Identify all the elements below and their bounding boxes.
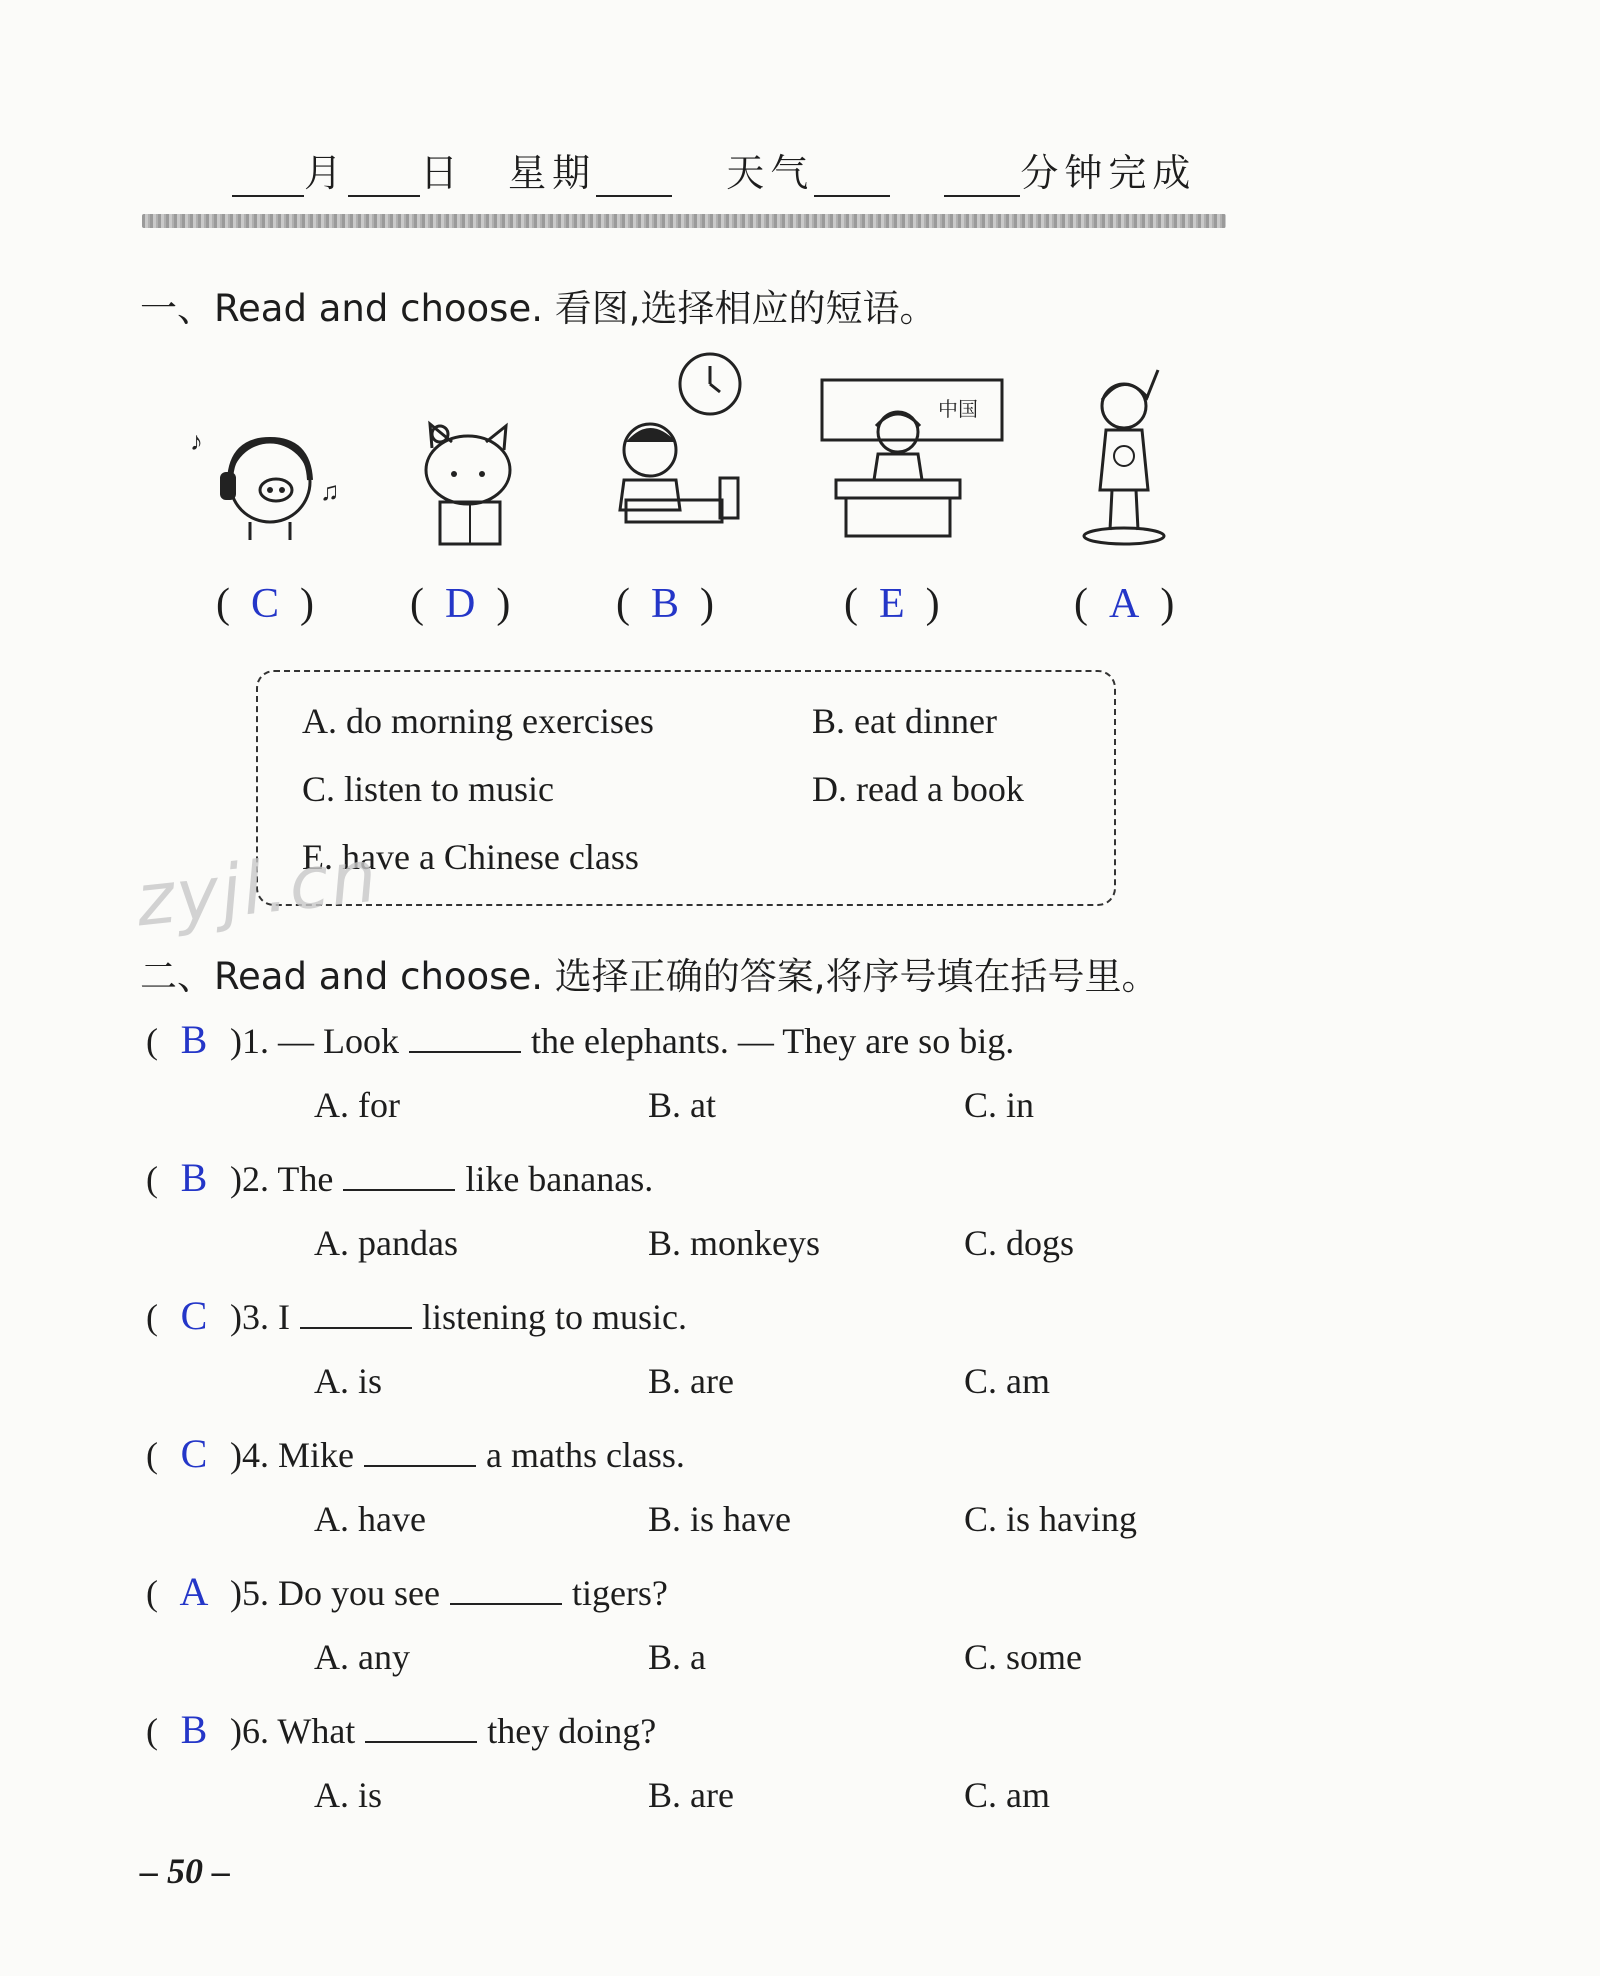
choice-a[interactable]: A. have xyxy=(314,1499,426,1539)
picture-answer-1: ( C ) xyxy=(216,581,315,627)
picture-answer-4: ( E ) xyxy=(844,581,940,627)
option-a: A. do morning exercises xyxy=(302,701,654,741)
answer-blank[interactable] xyxy=(365,1711,477,1743)
svg-text:♪: ♪ xyxy=(190,427,203,456)
option-e: E. have a Chinese class xyxy=(302,837,639,877)
choice-c[interactable]: C. am xyxy=(964,1361,1050,1401)
choice-a[interactable]: A. for xyxy=(314,1085,400,1125)
answer-blank[interactable] xyxy=(364,1435,476,1467)
question-answer: C xyxy=(180,1293,208,1338)
boy-eating-picture xyxy=(600,350,750,540)
watermark: zyjl.cn xyxy=(132,833,383,943)
question-5 xyxy=(146,1568,668,1615)
choice-c[interactable]: C. am xyxy=(964,1775,1050,1815)
choice-b[interactable]: B. are xyxy=(648,1361,734,1401)
question-answer: C xyxy=(180,1431,208,1476)
minutes-label: 分钟完成 xyxy=(1020,151,1197,195)
header-rule xyxy=(142,214,1226,228)
question-answer: B xyxy=(180,1017,208,1062)
question-stem-start: )6. What xyxy=(230,1711,356,1751)
answer-blank[interactable] xyxy=(300,1297,412,1329)
kitty-reading-picture xyxy=(410,420,530,550)
question-answer: B xyxy=(180,1707,208,1752)
answer-blank[interactable] xyxy=(409,1021,521,1053)
choice-b[interactable]: B. is have xyxy=(648,1499,791,1539)
answer-blank[interactable] xyxy=(343,1159,455,1191)
answer-letter: A xyxy=(1109,581,1140,627)
weekday-blank[interactable] xyxy=(596,161,672,197)
question-stem-end: the elephants. — They are so big. xyxy=(530,1021,1015,1061)
day-blank[interactable] xyxy=(348,161,420,197)
question-stem-start: )1. — Look xyxy=(230,1021,399,1061)
question-stem-end: a maths class. xyxy=(485,1435,685,1475)
choice-c[interactable]: C. is having xyxy=(964,1499,1138,1539)
choice-a[interactable]: A. any xyxy=(314,1637,410,1677)
question-stem-start: )4. Mike xyxy=(230,1435,354,1475)
section2-title: 二、Read and choose. 选择正确的答案,将序号填在括号里。 xyxy=(140,955,1159,998)
question-4 xyxy=(146,1430,685,1477)
question-3 xyxy=(146,1292,687,1339)
option-b: B. eat dinner xyxy=(812,701,997,741)
svg-text:♫: ♫ xyxy=(320,477,340,506)
month-blank[interactable] xyxy=(232,161,304,197)
option-c: C. listen to music xyxy=(302,769,554,809)
date-header xyxy=(232,142,1196,197)
choice-b[interactable]: B. at xyxy=(648,1085,716,1125)
answer-letter: C xyxy=(251,581,280,627)
open-paren: ( xyxy=(146,1573,158,1613)
question-stem-start: )5. Do you see xyxy=(230,1573,440,1613)
question-answer: A xyxy=(179,1569,209,1614)
answer-blank[interactable] xyxy=(450,1573,562,1605)
picture-answer-5: ( A ) xyxy=(1074,581,1175,627)
picture-answer-3: ( B ) xyxy=(616,581,715,627)
question-stem-start: )2. The xyxy=(230,1159,334,1199)
question-stem-end: tigers? xyxy=(571,1573,668,1613)
day-label: 日 xyxy=(420,151,465,195)
open-paren: ( xyxy=(146,1021,158,1061)
choice-c[interactable]: C. dogs xyxy=(964,1223,1075,1263)
question-stem-start: )3. I xyxy=(230,1297,290,1337)
answer-letter: D xyxy=(445,581,476,627)
choice-b[interactable]: B. monkeys xyxy=(648,1223,821,1263)
open-paren: ( xyxy=(146,1711,158,1751)
weather-blank[interactable] xyxy=(814,161,890,197)
page-number: – 50 – xyxy=(140,1851,230,1891)
question-stem-end: they doing? xyxy=(487,1711,657,1751)
choice-a[interactable]: A. pandas xyxy=(314,1223,458,1263)
question-1 xyxy=(146,1016,1014,1063)
answer-letter: B xyxy=(651,581,680,627)
weekday-label: 星期 xyxy=(508,151,597,195)
girl-chinese-class-picture xyxy=(818,376,1008,544)
weather-label: 天气 xyxy=(726,151,815,195)
option-d: D. read a book xyxy=(812,769,1024,809)
choice-c[interactable]: C. some xyxy=(964,1637,1083,1677)
open-paren: ( xyxy=(146,1297,158,1337)
open-paren: ( xyxy=(146,1435,158,1475)
answer-letter: E xyxy=(879,581,905,627)
choice-c[interactable]: C. in xyxy=(964,1085,1035,1125)
board-text: 中国 xyxy=(938,397,978,421)
section1-title: 一、Read and choose. 看图,选择相应的短语。 xyxy=(140,287,937,330)
pig-headphones-picture xyxy=(190,410,350,550)
girl-exercising-picture xyxy=(1066,360,1186,550)
choice-b[interactable]: B. are xyxy=(648,1775,734,1815)
question-stem-end: listening to music. xyxy=(421,1297,687,1337)
question-6 xyxy=(146,1706,656,1753)
open-paren: ( xyxy=(146,1159,158,1199)
question-stem-end: like bananas. xyxy=(465,1159,654,1199)
picture-answer-2: ( D ) xyxy=(410,581,511,627)
choice-a[interactable]: A. is xyxy=(314,1775,383,1815)
question-answer: B xyxy=(180,1155,208,1200)
minutes-blank[interactable] xyxy=(944,161,1020,197)
choice-b[interactable]: B. a xyxy=(648,1637,706,1677)
question-2 xyxy=(146,1154,653,1201)
choice-a[interactable]: A. is xyxy=(314,1361,383,1401)
month-label: 月 xyxy=(304,151,349,195)
